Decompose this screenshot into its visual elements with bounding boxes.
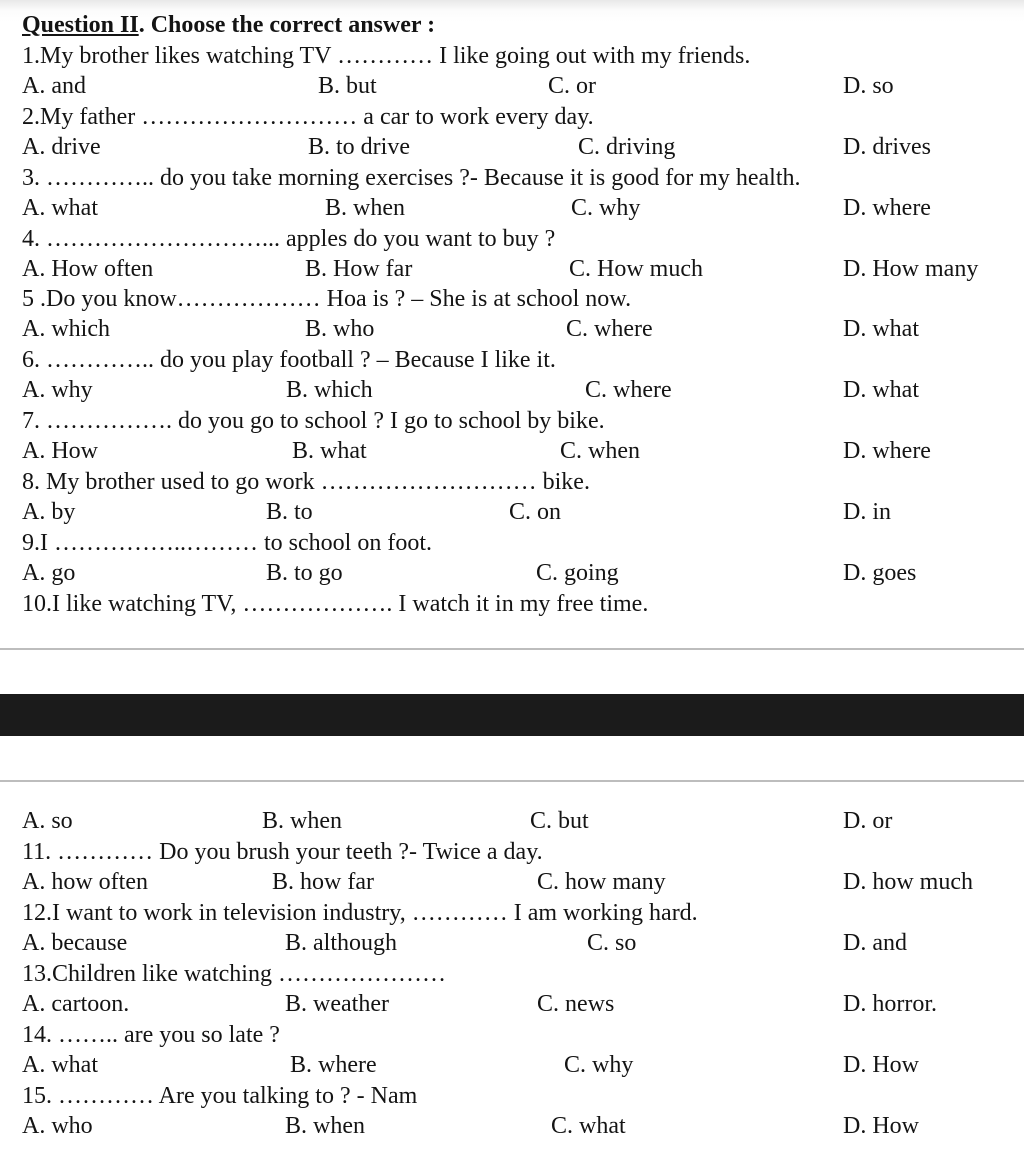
question-13-option-d: D. horror. bbox=[843, 991, 937, 1017]
section-divider-top bbox=[0, 648, 1024, 650]
question-15-option-b: B. when bbox=[285, 1113, 365, 1139]
question-5-text: 5 .Do you know……………… Hoa is ? – She is at school now. bbox=[22, 286, 632, 312]
question-1-option-c: C. or bbox=[548, 73, 596, 99]
question-7-text: 7. ……………. do you go to school ? I go to school by bike. bbox=[22, 408, 605, 434]
question-7-option-a: A. How bbox=[22, 438, 98, 464]
question-11-option-c: C. how many bbox=[537, 869, 666, 895]
question-3-option-a: A. what bbox=[22, 195, 98, 221]
question-10-option-b: B. when bbox=[262, 808, 342, 834]
question-14-option-d: D. How bbox=[843, 1052, 919, 1078]
question-11-option-a: A. how often bbox=[22, 869, 148, 895]
question-1-option-d: D. so bbox=[843, 73, 894, 99]
question-13-option-b: B. weather bbox=[285, 991, 389, 1017]
question-4-option-b: B. How far bbox=[305, 256, 413, 282]
bottom-worksheet-section bbox=[0, 782, 1024, 1160]
question-3-option-d: D. where bbox=[843, 195, 931, 221]
question-12-option-c: C. so bbox=[587, 930, 637, 956]
question-1-text: 1.My brother likes watching TV ………… I like going out with my friends. bbox=[22, 43, 751, 69]
question-13-text: 13.Children like watching ………………… bbox=[22, 961, 446, 987]
question-5-option-b: B. who bbox=[305, 316, 375, 342]
question-9-option-c: C. going bbox=[536, 560, 619, 586]
question-10-text: 10.I like watching TV, ………………. I watch it in my free time. bbox=[22, 591, 649, 617]
question-13-option-a: A. cartoon. bbox=[22, 991, 130, 1017]
question-11-option-b: B. how far bbox=[272, 869, 374, 895]
question-8-option-d: D. in bbox=[843, 499, 891, 525]
question-7-option-b: B. what bbox=[292, 438, 367, 464]
question-4-option-c: C. How much bbox=[569, 256, 703, 282]
question-6-option-b: B. which bbox=[286, 377, 373, 403]
question-1-option-b: B. but bbox=[318, 73, 377, 99]
question-15-option-a: A. who bbox=[22, 1113, 93, 1139]
question-14-option-b: B. where bbox=[290, 1052, 377, 1078]
question-2-text: 2.My father ……………………… a car to work every day. bbox=[22, 104, 594, 130]
question-13-option-c: C. news bbox=[537, 991, 615, 1017]
question-4-text: 4. ………………………... apples do you want to buy ? bbox=[22, 226, 556, 252]
question-9-option-a: A. go bbox=[22, 560, 76, 586]
question-12-option-b: B. although bbox=[285, 930, 397, 956]
question-14-option-a: A. what bbox=[22, 1052, 98, 1078]
question-2-option-c: C. driving bbox=[578, 134, 676, 160]
question-6-option-a: A. why bbox=[22, 377, 93, 403]
question-8-text: 8. My brother used to go work ……………………… bike. bbox=[22, 469, 590, 495]
question-14-text: 14. …….. are you so late ? bbox=[22, 1022, 280, 1048]
question-6-option-d: D. what bbox=[843, 377, 919, 403]
question-8-option-a: A. by bbox=[22, 499, 76, 525]
question-2-option-d: D. drives bbox=[843, 134, 931, 160]
question-11-text: 11. ………… Do you brush your teeth ?- Twice a day. bbox=[22, 839, 543, 865]
question-5-option-d: D. what bbox=[843, 316, 919, 342]
question-3-option-c: C. why bbox=[571, 195, 641, 221]
question-7-option-c: C. when bbox=[560, 438, 640, 464]
section-title-number: Question II bbox=[22, 12, 139, 38]
question-12-text: 12.I want to work in television industry, ………… I am working hard. bbox=[22, 900, 698, 926]
question-12-option-d: D. and bbox=[843, 930, 907, 956]
question-15-text: 15. ………… Are you talking to ? - Nam bbox=[22, 1083, 418, 1109]
question-4-option-a: A. How often bbox=[22, 256, 154, 282]
question-10-option-c: C. but bbox=[530, 808, 589, 834]
question-3-text: 3. ………….. do you take morning exercises ?- Because it is good for my health. bbox=[22, 165, 801, 191]
question-14-option-c: C. why bbox=[564, 1052, 634, 1078]
question-3-option-b: B. when bbox=[325, 195, 405, 221]
question-2-option-b: B. to drive bbox=[308, 134, 410, 160]
question-5-option-a: A. which bbox=[22, 316, 110, 342]
question-8-option-c: C. on bbox=[509, 499, 562, 525]
question-6-text: 6. ………….. do you play football ? – Because I like it. bbox=[22, 347, 556, 373]
question-9-text: 9.I ……………..……… to school on foot. bbox=[22, 530, 432, 556]
question-1-option-a: A. and bbox=[22, 73, 86, 99]
question-10-option-a: A. so bbox=[22, 808, 73, 834]
question-10-option-d: D. or bbox=[843, 808, 893, 834]
black-band bbox=[0, 694, 1024, 736]
section-title bbox=[22, 10, 435, 40]
question-9-option-b: B. to go bbox=[266, 560, 343, 586]
question-15-option-c: C. what bbox=[551, 1113, 626, 1139]
question-7-option-d: D. where bbox=[843, 438, 931, 464]
question-9-option-d: D. goes bbox=[843, 560, 917, 586]
question-8-option-b: B. to bbox=[266, 499, 313, 525]
question-4-option-d: D. How many bbox=[843, 256, 979, 282]
question-2-option-a: A. drive bbox=[22, 134, 101, 160]
question-11-option-d: D. how much bbox=[843, 869, 973, 895]
question-6-option-c: C. where bbox=[585, 377, 672, 403]
section-title-instruction: . Choose the correct answer : bbox=[138, 12, 436, 38]
question-15-option-d: D. How bbox=[843, 1113, 919, 1139]
question-5-option-c: C. where bbox=[566, 316, 653, 342]
question-12-option-a: A. because bbox=[22, 930, 128, 956]
